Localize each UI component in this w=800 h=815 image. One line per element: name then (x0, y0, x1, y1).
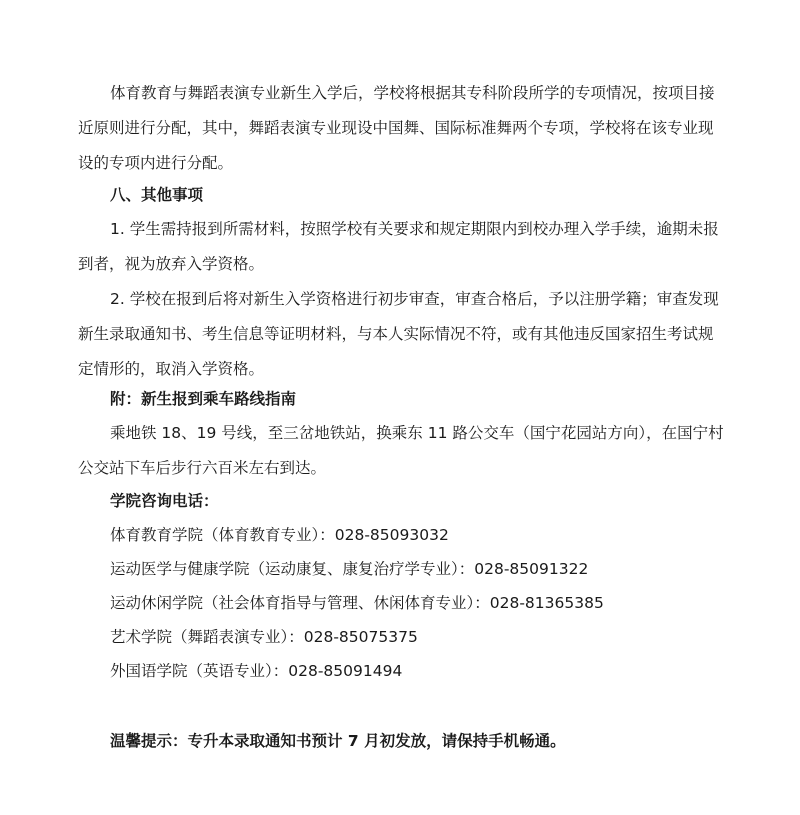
contact-line: 外国语学院（英语专业）：028-85091494 (110, 662, 403, 680)
contact-line: 运动休闲学院（社会体育指导与管理、休闲体育专业）：028-81365385 (110, 594, 604, 612)
appendix-heading: 附：新生报到乘车路线指南 (110, 390, 297, 408)
contact-line: 艺术学院（舞蹈表演专业）：028-85075375 (110, 628, 418, 646)
contact-line: 运动医学与健康学院（运动康复、康复治疗学专业）：028-85091322 (110, 560, 589, 578)
paragraph-route: 乘地铁 18、19 号线，至三岔地铁站，换乘东 11 路公交车（国宁花园站方向），在国宁村公交站下车后步行六百米左右到达。 (78, 424, 724, 477)
section-heading-other: 八、其他事项 (110, 186, 204, 204)
paragraph-item-1: 1. 学生需持报到所需材料，按照学校有关要求和规定期限内到校办理入学手续，逾期未报到者，视为放弃入学资格。 (78, 220, 719, 273)
contact-heading: 学院咨询电话： (110, 492, 219, 510)
paragraph-item-2: 2. 学校在报到后将对新生入学资格进行初步审查，审查合格后，予以注册学籍；审查发现新生录取通知书、考生信息等证明材料，与本人实际情况不符，或有其他违反国家招生考试规定情形的，取消入学资格。 (78, 290, 719, 378)
warm-tip: 温馨提示：专升本录取通知书预计 7 月初发放，请保持手机畅通。 (110, 732, 566, 750)
contact-line: 体育教育学院（体育教育专业）：028-85093032 (110, 526, 449, 544)
paragraph-allocation: 体育教育与舞蹈表演专业新生入学后，学校将根据其专科阶段所学的专项情况，按项目接近原则进行分配，其中，舞蹈表演专业现设中国舞、国际标准舞两个专项，学校将在该专业现设的专项内进行分配。 (78, 84, 715, 172)
